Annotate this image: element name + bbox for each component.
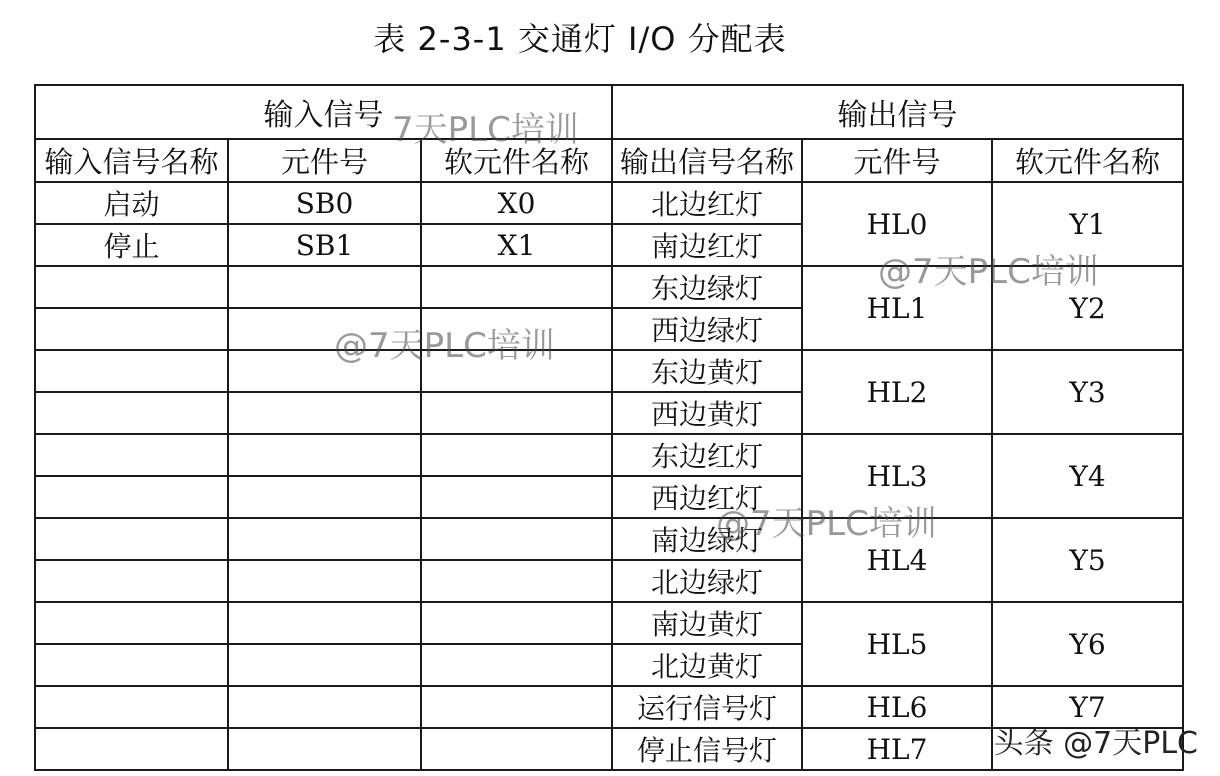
output-signal-cell: 南边红灯	[612, 224, 802, 266]
empty-cell	[35, 392, 228, 434]
empty-cell	[421, 392, 612, 434]
column-header: 元件号	[228, 139, 421, 182]
empty-cell	[228, 686, 421, 728]
table-row	[35, 182, 1183, 224]
output-soft-cell: Y5	[992, 518, 1183, 602]
output-signal-cell: 北边黄灯	[612, 644, 802, 686]
input-code-cell: SB1	[228, 224, 421, 266]
empty-cell	[228, 308, 421, 350]
output-code-cell: HL0	[802, 182, 992, 266]
empty-cell	[35, 560, 228, 602]
input-name-cell: 停止	[35, 224, 228, 266]
empty-cell	[35, 434, 228, 476]
empty-cell	[228, 350, 421, 392]
empty-cell	[35, 266, 228, 308]
table-title: 表 2-3-1 交通灯 I/O 分配表	[373, 20, 787, 58]
column-header: 输出信号名称	[612, 139, 802, 182]
empty-cell	[228, 560, 421, 602]
input-name-cell: 启动	[35, 182, 228, 224]
empty-cell	[228, 518, 421, 560]
column-header: 元件号	[802, 139, 992, 182]
output-signal-cell: 北边红灯	[612, 182, 802, 224]
output-signal-cell: 停止信号灯	[612, 728, 802, 770]
table-row	[35, 602, 1183, 644]
output-code-cell: HL5	[802, 602, 992, 686]
output-soft-cell: Y2	[992, 266, 1183, 350]
empty-cell	[228, 266, 421, 308]
input-group-header: 输入信号	[35, 85, 612, 139]
empty-cell	[421, 602, 612, 644]
output-soft-cell: Y4	[992, 434, 1183, 518]
output-code-cell: HL2	[802, 350, 992, 434]
empty-cell	[228, 434, 421, 476]
empty-cell	[228, 476, 421, 518]
output-soft-cell: Y3	[992, 350, 1183, 434]
output-signal-cell: 西边绿灯	[612, 308, 802, 350]
output-signal-cell: 南边绿灯	[612, 518, 802, 560]
column-header: 软元件名称	[421, 139, 612, 182]
empty-cell	[421, 434, 612, 476]
empty-cell	[35, 728, 228, 770]
column-header: 输入信号名称	[35, 139, 228, 182]
empty-cell	[35, 602, 228, 644]
empty-cell	[228, 728, 421, 770]
empty-cell	[35, 350, 228, 392]
output-code-cell: HL3	[802, 434, 992, 518]
output-code-cell: HL4	[802, 518, 992, 602]
output-code-cell: HL1	[802, 266, 992, 350]
output-signal-cell: 南边黄灯	[612, 602, 802, 644]
empty-cell	[35, 308, 228, 350]
empty-cell	[421, 266, 612, 308]
empty-cell	[421, 560, 612, 602]
output-signal-cell: 北边绿灯	[612, 560, 802, 602]
input-code-cell: SB0	[228, 182, 421, 224]
empty-cell	[35, 644, 228, 686]
io-allocation-table	[34, 84, 1184, 771]
output-signal-cell: 东边黄灯	[612, 350, 802, 392]
output-signal-cell: 西边红灯	[612, 476, 802, 518]
empty-cell	[228, 392, 421, 434]
output-signal-cell: 运行信号灯	[612, 686, 802, 728]
empty-cell	[35, 686, 228, 728]
input-soft-cell: X1	[421, 224, 612, 266]
empty-cell	[228, 602, 421, 644]
empty-cell	[35, 518, 228, 560]
output-signal-cell: 西边黄灯	[612, 392, 802, 434]
output-group-header: 输出信号	[612, 85, 1183, 139]
output-signal-cell: 东边绿灯	[612, 266, 802, 308]
table-row	[35, 434, 1183, 476]
output-code-cell: HL6	[802, 686, 992, 728]
input-soft-cell: X0	[421, 182, 612, 224]
empty-cell	[421, 644, 612, 686]
empty-cell	[421, 476, 612, 518]
output-code-cell: HL7	[802, 728, 992, 770]
column-header: 软元件名称	[992, 139, 1183, 182]
output-signal-cell: 东边红灯	[612, 434, 802, 476]
empty-cell	[421, 728, 612, 770]
output-soft-cell: Y7	[992, 686, 1183, 728]
source-mark: 头条 @7天PLC	[993, 726, 1198, 761]
output-soft-cell: Y1	[992, 182, 1183, 266]
empty-cell	[421, 350, 612, 392]
empty-cell	[35, 476, 228, 518]
table-row	[35, 518, 1183, 560]
watermark: 7天PLC培训	[392, 110, 579, 150]
table-row	[35, 266, 1183, 308]
watermark: @7天PLC培训	[334, 326, 555, 366]
output-soft-cell: Y6	[992, 602, 1183, 686]
table-row	[35, 350, 1183, 392]
watermark: @7天PLC培训	[878, 252, 1099, 292]
empty-cell	[421, 308, 612, 350]
empty-cell	[228, 644, 421, 686]
empty-cell	[421, 686, 612, 728]
watermark: @7天PLC培训	[716, 504, 937, 544]
empty-cell	[421, 518, 612, 560]
